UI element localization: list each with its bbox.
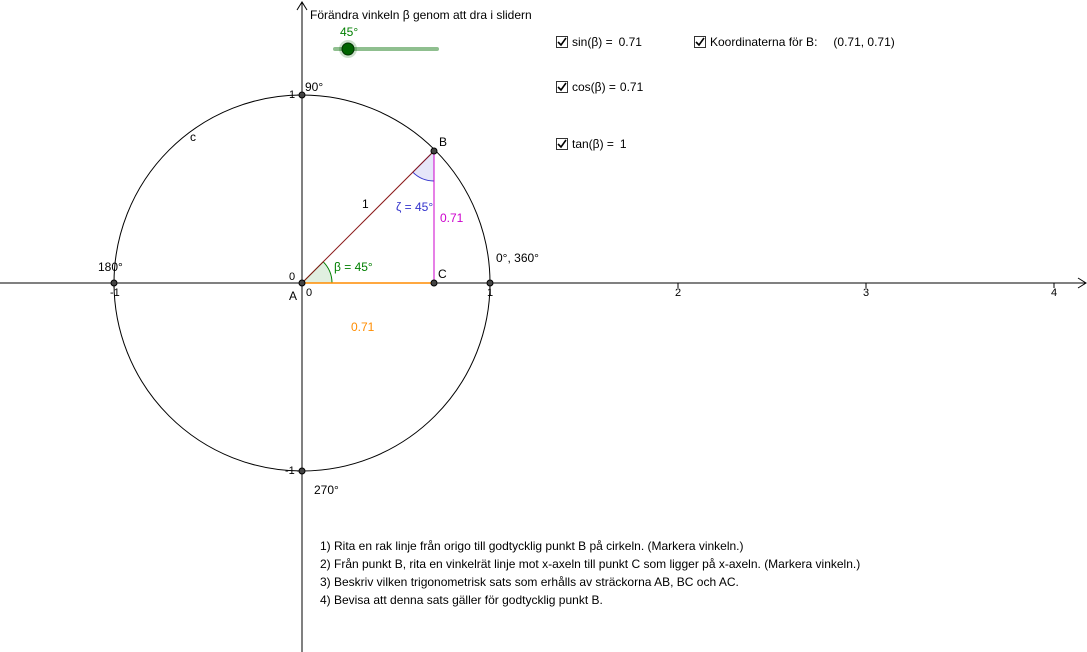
point-0[interactable]	[487, 280, 493, 286]
cos-label: cos(β) =	[572, 80, 616, 94]
hypotenuse-label: 1	[362, 197, 369, 211]
point-c[interactable]	[431, 280, 437, 286]
angle-beta-label: β = 45°	[334, 260, 373, 274]
slider-title: Förändra vinkeln β genom att dra i slidern	[310, 8, 532, 22]
checkmark-icon	[695, 37, 705, 47]
coords-label: Koordinaterna för B:	[710, 35, 818, 49]
tan-checkbox-row[interactable]	[556, 137, 627, 151]
checkmark-icon	[557, 37, 567, 47]
degree-270-label: 270°	[314, 483, 339, 497]
x-tick-label: 3	[863, 287, 870, 299]
slider-value-label: 45°	[340, 25, 359, 39]
point-a-label: A	[289, 289, 298, 303]
circle-label: c	[190, 130, 196, 144]
cos-value: 0.71	[619, 80, 644, 94]
sin-label: sin(β) =	[572, 35, 613, 49]
point-b-label: B	[439, 135, 448, 149]
x-tick-label: 0	[306, 287, 313, 299]
instruction-line: 3) Beskriv vilken trigonometrisk sats som erhålls av sträckorna AB, BC och AC.	[320, 575, 739, 589]
coords-value: (0.71, 0.71)	[833, 35, 895, 49]
angle-zeta-label: ζ = 45°	[396, 200, 434, 214]
point-180[interactable]	[111, 280, 117, 286]
sin-checkbox[interactable]	[556, 36, 568, 48]
x-tick-label: 4	[1051, 287, 1058, 299]
vertical-side-label: 0.71	[440, 211, 464, 225]
instruction-line: 2) Från punkt B, rita en vinkelrät linje mot x-axeln till punkt C som ligger på x-axeln. (Markera vinkeln.)	[320, 557, 861, 571]
y-tick-label: -1	[285, 465, 295, 477]
tan-label: tan(β) =	[572, 137, 614, 151]
y-tick-label: 0	[289, 271, 296, 283]
point-270[interactable]	[299, 468, 305, 474]
instruction-line: 4) Bevisa att denna sats gäller för godtycklig punkt B.	[320, 593, 603, 607]
checkmark-icon	[557, 139, 567, 149]
instruction-line: 1) Rita en rak linje från origo till godtycklig punkt B på cirkeln. (Markera vinkeln.)	[320, 539, 744, 553]
cos-checkbox[interactable]	[556, 81, 568, 93]
slider-knob[interactable]	[342, 43, 354, 55]
tan-checkbox[interactable]	[556, 138, 568, 150]
cos-checkbox-row[interactable]	[556, 80, 643, 94]
tan-value: 1	[619, 137, 627, 151]
point-b[interactable]	[431, 148, 437, 154]
angle-zeta-sector[interactable]	[413, 151, 434, 181]
checkmark-icon	[557, 82, 567, 92]
coords-checkbox[interactable]	[694, 36, 706, 48]
horizontal-side-label: 0.71	[351, 320, 375, 334]
degree-0-label: 0°, 360°	[496, 251, 539, 265]
x-tick-label: 2	[675, 287, 682, 299]
sin-checkbox-row[interactable]	[556, 35, 642, 49]
angle-beta-sector[interactable]	[302, 262, 332, 283]
x-tick-label: -1	[110, 287, 120, 299]
point-c-label: C	[438, 267, 447, 281]
sin-value: 0.71	[618, 35, 642, 49]
y-tick-label: 1	[289, 89, 296, 101]
degree-90-label: 90°	[305, 80, 324, 94]
degree-180-label: 180°	[98, 260, 123, 274]
instructions-text	[320, 537, 860, 609]
point-a[interactable]	[299, 280, 305, 286]
x-tick-label: 1	[487, 287, 494, 299]
coords-checkbox-row[interactable]	[694, 35, 895, 49]
